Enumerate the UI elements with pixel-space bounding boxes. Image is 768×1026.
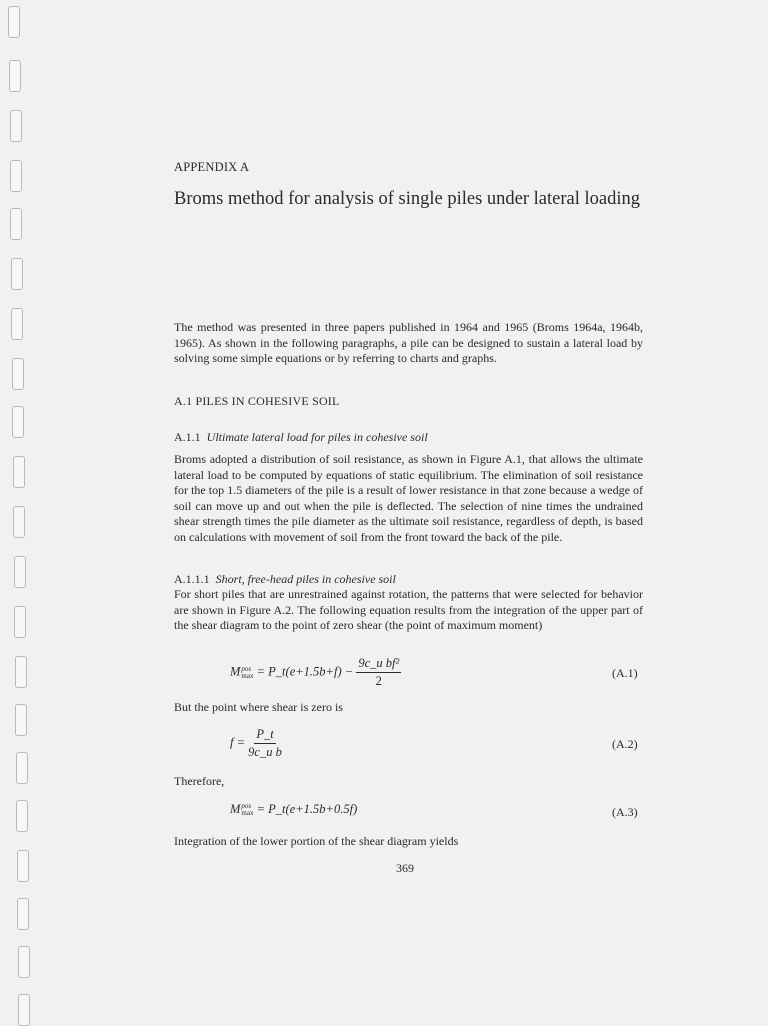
subsection-heading	[174, 430, 428, 445]
text-line: But the point where shear is zero is	[174, 700, 343, 714]
equation-a3	[230, 802, 357, 817]
text-line: Integration of the lower portion of the shear diagram yields	[174, 834, 459, 848]
eq-fraction	[248, 727, 282, 760]
eq-lhs: f =	[230, 735, 246, 750]
eq-sup: pos	[241, 802, 252, 811]
eq-numerator: P_t	[254, 727, 275, 744]
eq-sub: max	[241, 809, 254, 818]
equation-a2	[230, 727, 282, 760]
eq-numerator: 9c_u bf²	[356, 656, 401, 673]
eq-rhs: = P_t(e+1.5b+0.5f)	[256, 802, 358, 816]
eq-sub: max	[241, 671, 254, 680]
eq-sup: pos	[241, 664, 252, 673]
eq-rhs: = P_t(e+1.5b+f) −	[256, 664, 354, 679]
equation-number: (A.3)	[612, 805, 638, 819]
subsubsection-heading	[174, 572, 396, 587]
subsection-number: A.1.1	[174, 430, 201, 444]
equation-number: (A.2)	[612, 737, 638, 751]
eq-fraction	[356, 656, 401, 689]
page-number: 369	[396, 861, 414, 875]
equation-number: (A.1)	[612, 666, 638, 680]
eq-denominator: 9c_u b	[248, 745, 282, 759]
subsection-title: Ultimate lateral load for piles in cohesive soil	[206, 430, 428, 444]
text-line: Therefore,	[174, 774, 225, 788]
eq-lhs: M	[230, 664, 241, 679]
section-heading: A.1 PILES IN COHESIVE SOIL	[174, 394, 340, 408]
eq-lhs: M	[230, 802, 241, 816]
eq-denominator: 2	[375, 674, 382, 688]
subsubsection-title: Short, free-head piles in cohesive soil	[215, 572, 396, 586]
subsubsection-number: A.1.1.1	[174, 572, 210, 586]
equation-a1	[230, 656, 401, 689]
body-paragraph: Broms adopted a distribution of soil resistance, as shown in Figure A.1, that allows the ultimate lateral load to be computed by equations of static equilibrium. The elimination of soil resistance for the top 1.5 diameters of the pile is a result of lower resistance in that zone because a wedge of soil can move up and out when the pile is deflected. The selection of nine times the undrained shear strength times the pile diameter as the ultimate soil resistance, regardless of depth, is based on calculations with movement of soil from the front toward the back of the pile.	[174, 452, 643, 544]
chapter-title: Broms method for analysis of single piles under lateral loading	[174, 189, 640, 209]
body-paragraph: For short piles that are unrestrained against rotation, the patterns that were selected for behavior are shown in Figure A.2. The following equation results from the integration of the upper part of the shear diagram to the point of zero shear (the point of maximum moment)	[174, 587, 643, 633]
intro-paragraph: The method was presented in three papers published in 1964 and 1965 (Broms 1964a, 1964b, 1965). As shown in the following paragraphs, a pile can be designed to sustain a lateral load by solving some simple equations or by referring to charts and graphs.	[174, 320, 643, 366]
appendix-label: APPENDIX A	[174, 160, 250, 174]
